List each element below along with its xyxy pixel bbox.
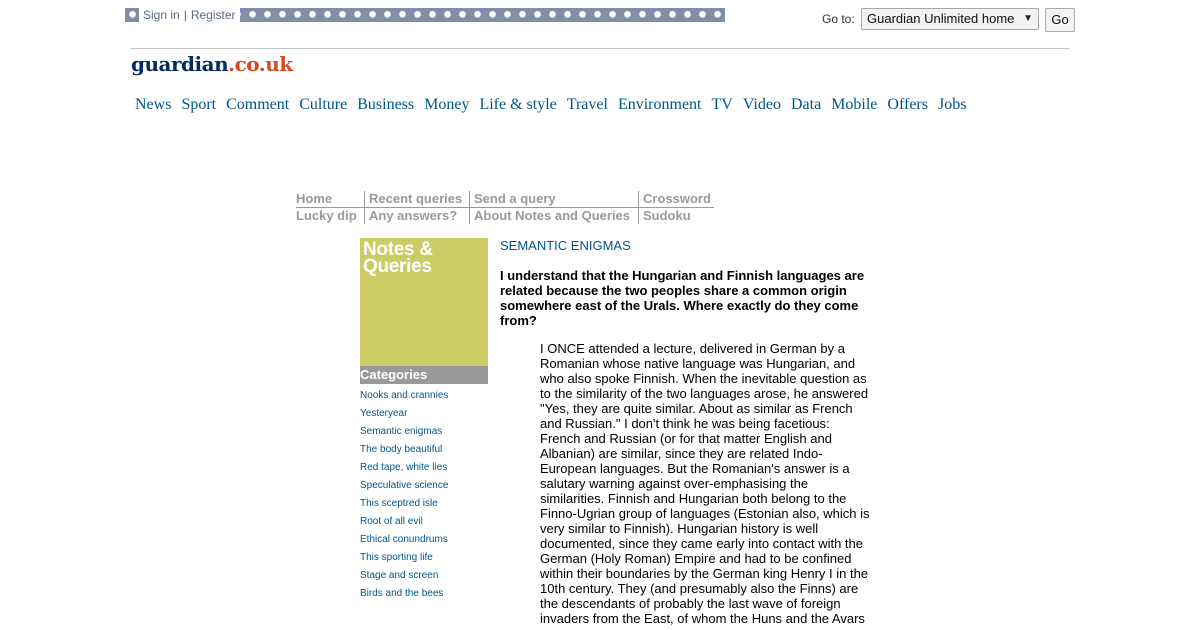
logo-text-guardian: guardian bbox=[131, 52, 229, 76]
category-link[interactable]: This sceptred isle bbox=[360, 498, 438, 509]
category-link[interactable]: Speculative science bbox=[360, 480, 449, 491]
category-link[interactable]: This sporting life bbox=[360, 552, 433, 563]
category-link[interactable]: Nooks and crannies bbox=[360, 390, 449, 401]
user-links bbox=[139, 8, 240, 22]
category-list bbox=[360, 387, 448, 603]
header-divider bbox=[130, 48, 1070, 49]
categories-heading: Categories bbox=[360, 366, 488, 384]
sign-in-link[interactable]: Sign in bbox=[143, 8, 180, 22]
query-answer: I ONCE attended a lecture, delivered in German by a Romanian whose native language was Hungarian, and who also spoke Finnish. When the inevitable question as to the similarity of the two languages arose, he answered "Yes, they are quite similar. About as similar as French and Russian." I don't think he was being facetious: French and Russian (or for that matter English and Albanian) are similar, since they are related Indo-European languages. But the Romanian's answer is a salutary warning against over-emphasising the similarities. Finnish and Hungarian both belong to the Finno-Ugrian group of languages (Estonian also, which is very similar to Finnish). Hungarian history is well documented, since they came early into contact with the German (Holy Roman) Empire and had to be confined within their boundaries by the German king Henry I in the 10th century. They (and presumably also the Finns) are the descendants of probably the last wave of foreign invaders from the East, of whom the Huns and the Avars bbox=[540, 341, 870, 626]
nav-environment[interactable]: Environment bbox=[617, 96, 702, 113]
nav-news[interactable]: News bbox=[135, 96, 172, 113]
subnav-sudoku[interactable]: Sudoku bbox=[638, 208, 714, 224]
subnav-about[interactable]: About Notes and Queries bbox=[469, 208, 638, 224]
category-link[interactable]: Red tape, white lies bbox=[360, 462, 448, 473]
subnav-recent-queries[interactable]: Recent queries bbox=[364, 191, 469, 208]
site-logo[interactable] bbox=[131, 52, 293, 76]
nav-video[interactable]: Video bbox=[742, 96, 781, 113]
category-link[interactable]: Ethical conundrums bbox=[360, 534, 448, 545]
notes-queries-title bbox=[363, 241, 433, 275]
main-nav bbox=[135, 96, 966, 114]
dropdown-arrow-icon: ▼ bbox=[1023, 13, 1033, 24]
nav-travel[interactable]: Travel bbox=[566, 96, 608, 113]
category-link[interactable]: Semantic enigmas bbox=[360, 426, 443, 437]
nav-money[interactable]: Money bbox=[424, 96, 470, 113]
subnav-lucky-dip[interactable]: Lucky dip bbox=[296, 208, 357, 223]
category-link[interactable]: The body beautiful bbox=[360, 444, 443, 455]
nav-jobs[interactable]: Jobs bbox=[937, 96, 967, 113]
category-link[interactable]: Yesteryear bbox=[360, 408, 408, 419]
subnav-home[interactable]: Home bbox=[296, 191, 364, 208]
subnav-send-query[interactable]: Send a query bbox=[469, 191, 638, 208]
subnav-crossword[interactable]: Crossword bbox=[638, 191, 714, 208]
nav-business[interactable]: Business bbox=[357, 96, 415, 113]
section-title: SEMANTIC ENIGMAS bbox=[500, 238, 631, 253]
nav-mobile[interactable]: Mobile bbox=[831, 96, 878, 113]
nav-data[interactable]: Data bbox=[790, 96, 822, 113]
query-question: I understand that the Hungarian and Finnish languages are related because the two peoples share a common origin somewhere east of the Urals. Where exactly do they come from? bbox=[500, 268, 865, 328]
nav-comment[interactable]: Comment bbox=[226, 96, 290, 113]
nav-sport[interactable]: Sport bbox=[181, 96, 217, 113]
goto-label: Go to: bbox=[822, 12, 855, 26]
link-separator: | bbox=[183, 8, 187, 22]
subnav-any-answers[interactable]: Any answers? bbox=[364, 208, 469, 224]
nav-tv[interactable]: TV bbox=[711, 96, 733, 113]
register-link[interactable]: Register bbox=[190, 8, 236, 22]
nav-culture[interactable]: Culture bbox=[299, 96, 348, 113]
goto-selected-value: Guardian Unlimited home bbox=[867, 11, 1015, 26]
notes-queries-subnav bbox=[296, 191, 714, 224]
banner-line-2: Queries bbox=[363, 256, 432, 277]
goto-select[interactable] bbox=[861, 8, 1039, 30]
logo-text-domain: .co.uk bbox=[228, 52, 293, 76]
banner-line-1: Notes & bbox=[363, 239, 433, 260]
nav-life-style[interactable]: Life & style bbox=[479, 96, 557, 113]
category-link[interactable]: Birds and the bees bbox=[360, 588, 444, 599]
go-button[interactable]: Go bbox=[1045, 8, 1075, 32]
category-link[interactable]: Root of all evil bbox=[360, 516, 423, 527]
nav-offers[interactable]: Offers bbox=[887, 96, 928, 113]
category-link[interactable]: Stage and screen bbox=[360, 570, 439, 581]
